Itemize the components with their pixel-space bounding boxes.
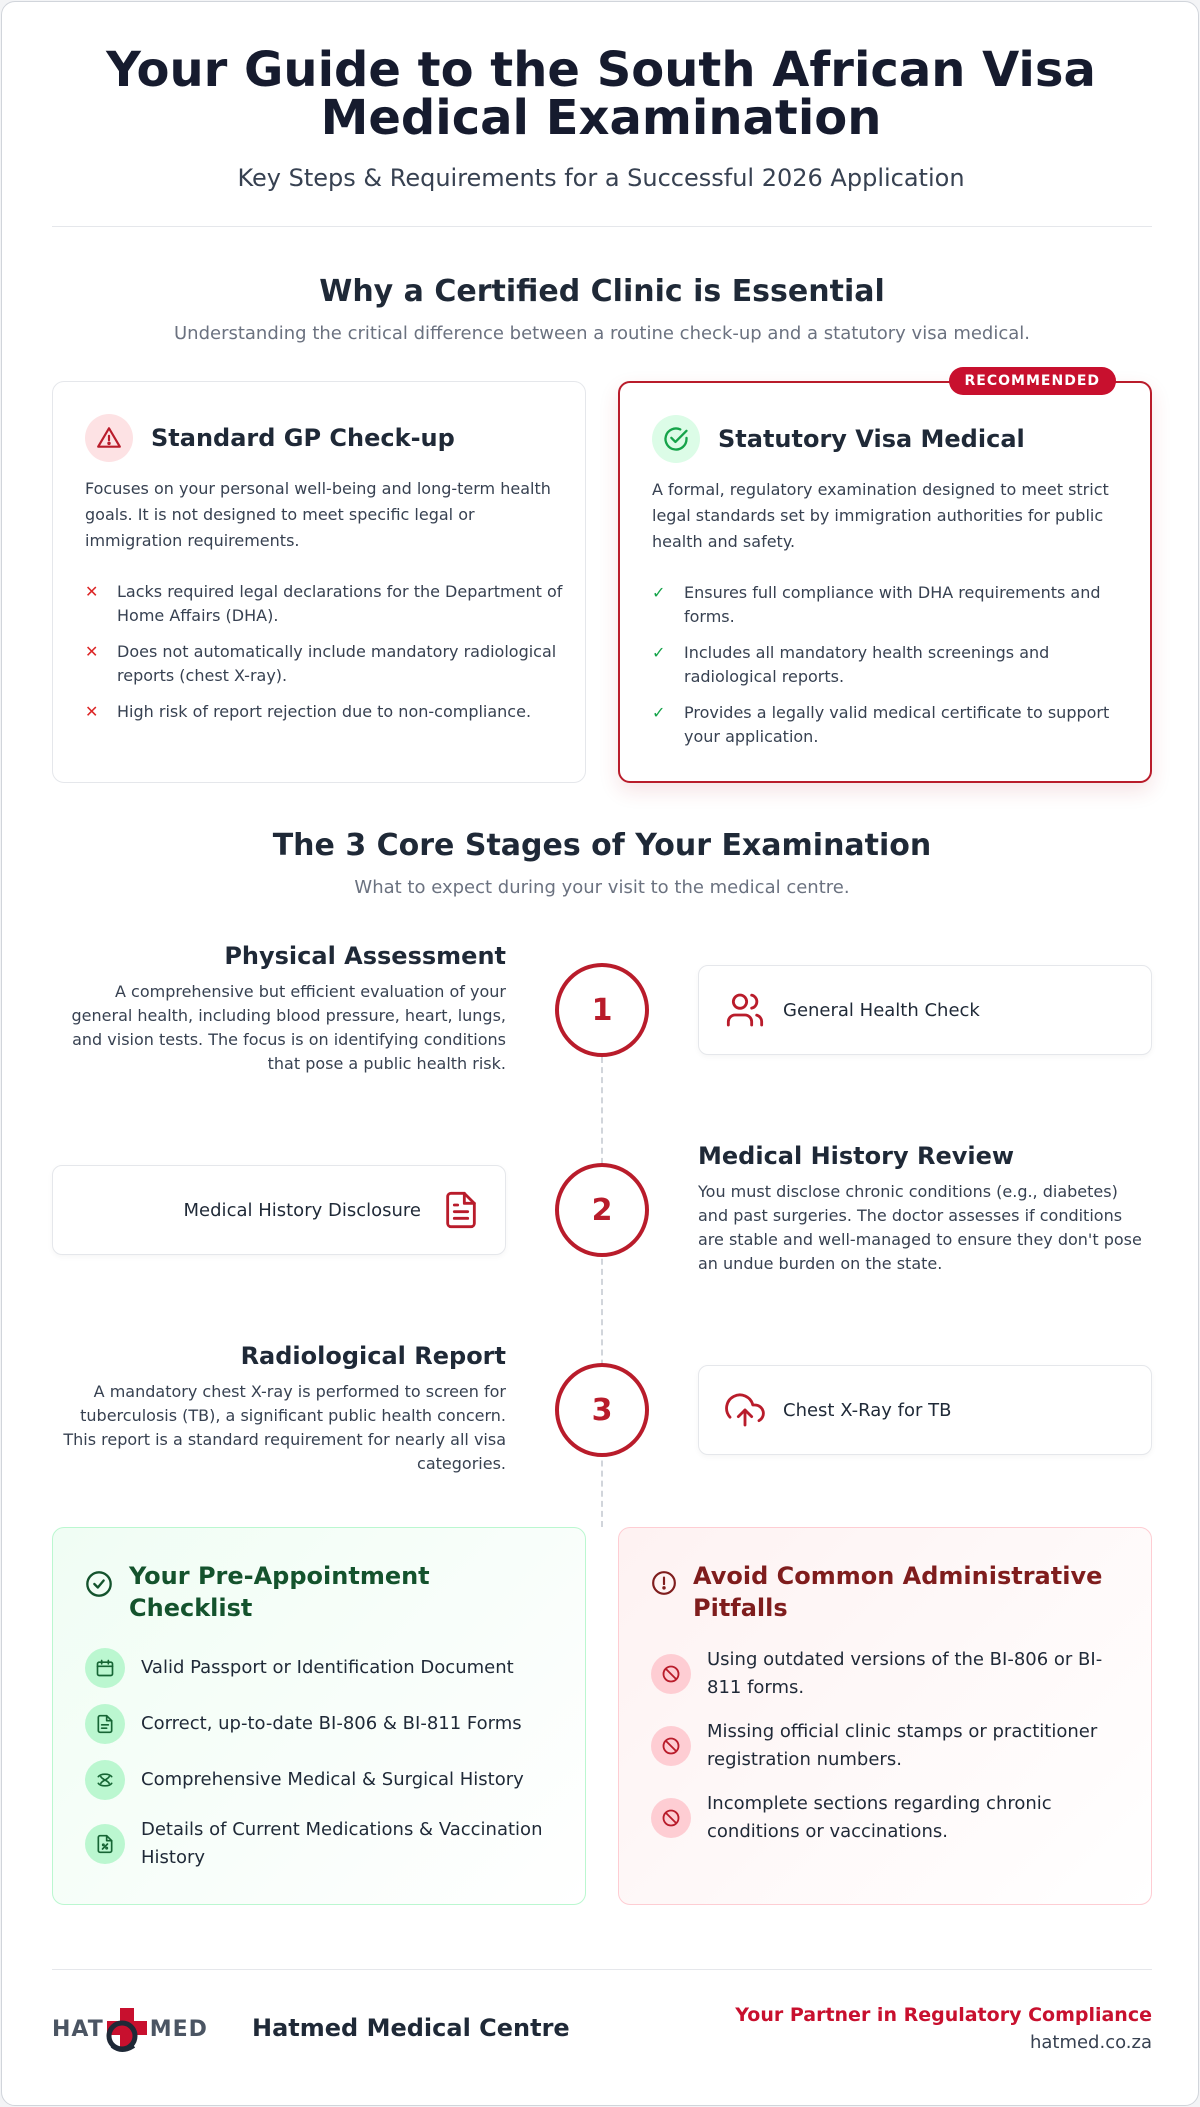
step-3-description: A mandatory chest X-ray is performed to screen for tuberculosis (TB), a significant public health concern. This report is a standard requirement for nearly all visa categories. [63,1382,506,1473]
ban-icon [651,1726,691,1766]
recommended-badge: RECOMMENDED [949,367,1116,395]
step-2-title: Medical History Review [698,1142,1015,1170]
list-item: Missing official clinic stamps or practitioner registration numbers. [651,1718,1131,1774]
ban-icon [651,1798,691,1838]
list-item: Correct, up-to-date BI-806 & BI-811 Forms [85,1704,565,1744]
step-3-box-label: Chest X-Ray for TB [783,1399,952,1421]
check-icon: ✓ [652,583,666,602]
red-cross-logo-icon [106,2006,148,2052]
cross-icon: ✕ [85,582,99,601]
why-section-title: Why a Certified Clinic is Essential [319,274,885,309]
visa-medical-card [618,373,1152,783]
checklist-items [85,1648,565,1888]
step-1-text [52,942,506,1076]
step-2-box [52,1165,506,1255]
check-circle-icon [85,1570,113,1598]
visa-card-title: Statutory Visa Medical [718,425,1025,453]
step-1-box [698,965,1152,1055]
users-icon [723,990,767,1030]
step-1-box-label: General Health Check [783,999,980,1021]
document-icon [441,1188,481,1232]
history-icon [85,1760,125,1800]
step-3-number: 3 [555,1363,649,1457]
list-item: Using outdated versions of the BI-806 or BI-811 forms. [651,1646,1131,1702]
page-title: Your Guide to the South African Visa Medical Examination [106,42,1096,146]
step-3-box [698,1365,1152,1455]
step-2-number: 2 [555,1163,649,1257]
pitfalls-items [651,1646,1131,1862]
stages-section-title: The 3 Core Stages of Your Examination [272,828,932,863]
step-3-title: Radiological Report [240,1342,506,1370]
pitfalls-title: Avoid Common Administrative Pitfalls [693,1562,1103,1622]
check-circle-icon [652,415,700,463]
why-section-subtitle: Understanding the critical difference between a routine check-up and a statutory visa medical. [173,323,1031,344]
gp-drawback-list [85,580,565,736]
step-3-text [52,1342,506,1476]
check-icon: ✓ [652,643,666,662]
list-item: Details of Current Medications & Vaccination History [85,1816,565,1872]
cross-icon: ✕ [85,642,99,661]
list-item: ✕ Lacks required legal declarations for the Department of Home Affairs (DHA). [85,582,563,625]
alert-circle-icon [651,1570,677,1596]
header-divider [52,226,1152,227]
gp-card-description: Focuses on your personal well-being and long-term health goals. It is not designed to meet specific legal or immigration requirements. [85,479,551,550]
pitfalls-panel [618,1527,1152,1905]
list-item: ✕ Does not automatically include mandatory radiological reports (chest X-ray). [85,642,557,685]
step-2-box-label: Medical History Disclosure [183,1199,421,1221]
brand-name: Hatmed Medical Centre [252,2014,570,2042]
infographic-page [1,1,1199,2106]
footer [52,2000,1152,2060]
hatmed-logo: HAT MED [52,2006,208,2052]
step-1-title: Physical Assessment [224,942,506,970]
gp-checkup-card [52,381,586,783]
list-item: Valid Passport or Identification Document [85,1648,565,1688]
footer-divider [52,1969,1152,1970]
why-section-header [52,274,1152,344]
step-1-number: 1 [555,963,649,1057]
cross-icon: ✕ [85,702,99,721]
page-subtitle: Key Steps & Requirements for a Successful 2026 Application [237,164,965,192]
checklist-panel [52,1527,586,1905]
list-item: ✓ Ensures full compliance with DHA requirements and forms. [652,583,1101,626]
tagline: Your Partner in Regulatory Compliance [735,2004,1152,2026]
list-item: Incomplete sections regarding chronic conditions or vaccinations. [651,1790,1131,1846]
step-2-description: You must disclose chronic conditions (e.g., diabetes) and past surgeries. The doctor assesses if conditions are stable and well-managed to ensure they don't pose an undue burden on the state. [698,1182,1142,1273]
checklist-title: Your Pre-Appointment Checklist [129,1562,430,1622]
check-icon: ✓ [652,703,666,722]
visa-card-description: A formal, regulatory examination designed to meet strict legal standards set by immigration authorities for public health and safety. [652,480,1109,551]
warning-icon [85,414,133,462]
list-item: Comprehensive Medical & Surgical History [85,1760,565,1800]
website-link[interactable]: hatmed.co.za [1029,2032,1152,2053]
step-1-description: A comprehensive but efficient evaluation of your general health, including blood pressure, heart, lungs, and vision tests. The focus is on identifying conditions that pose a public health risk. [71,982,506,1073]
upload-cloud-icon [723,1390,767,1430]
list-item: ✓ Includes all mandatory health screenings and radiological reports. [652,643,1050,686]
file-text-icon [85,1704,125,1744]
page-header [52,42,1150,192]
stages-section-header [52,828,1152,898]
list-item: ✕ High risk of report rejection due to non-compliance. [85,700,565,724]
medical-file-icon [85,1824,125,1864]
gp-card-title: Standard GP Check-up [151,424,455,452]
calendar-icon [85,1648,125,1688]
step-2-text [698,1142,1152,1276]
ban-icon [651,1654,691,1694]
list-item: ✓ Provides a legally valid medical certificate to support your application. [652,703,1110,746]
stages-section-subtitle: What to expect during your visit to the medical centre. [354,877,850,898]
visa-benefit-list [652,581,1132,761]
